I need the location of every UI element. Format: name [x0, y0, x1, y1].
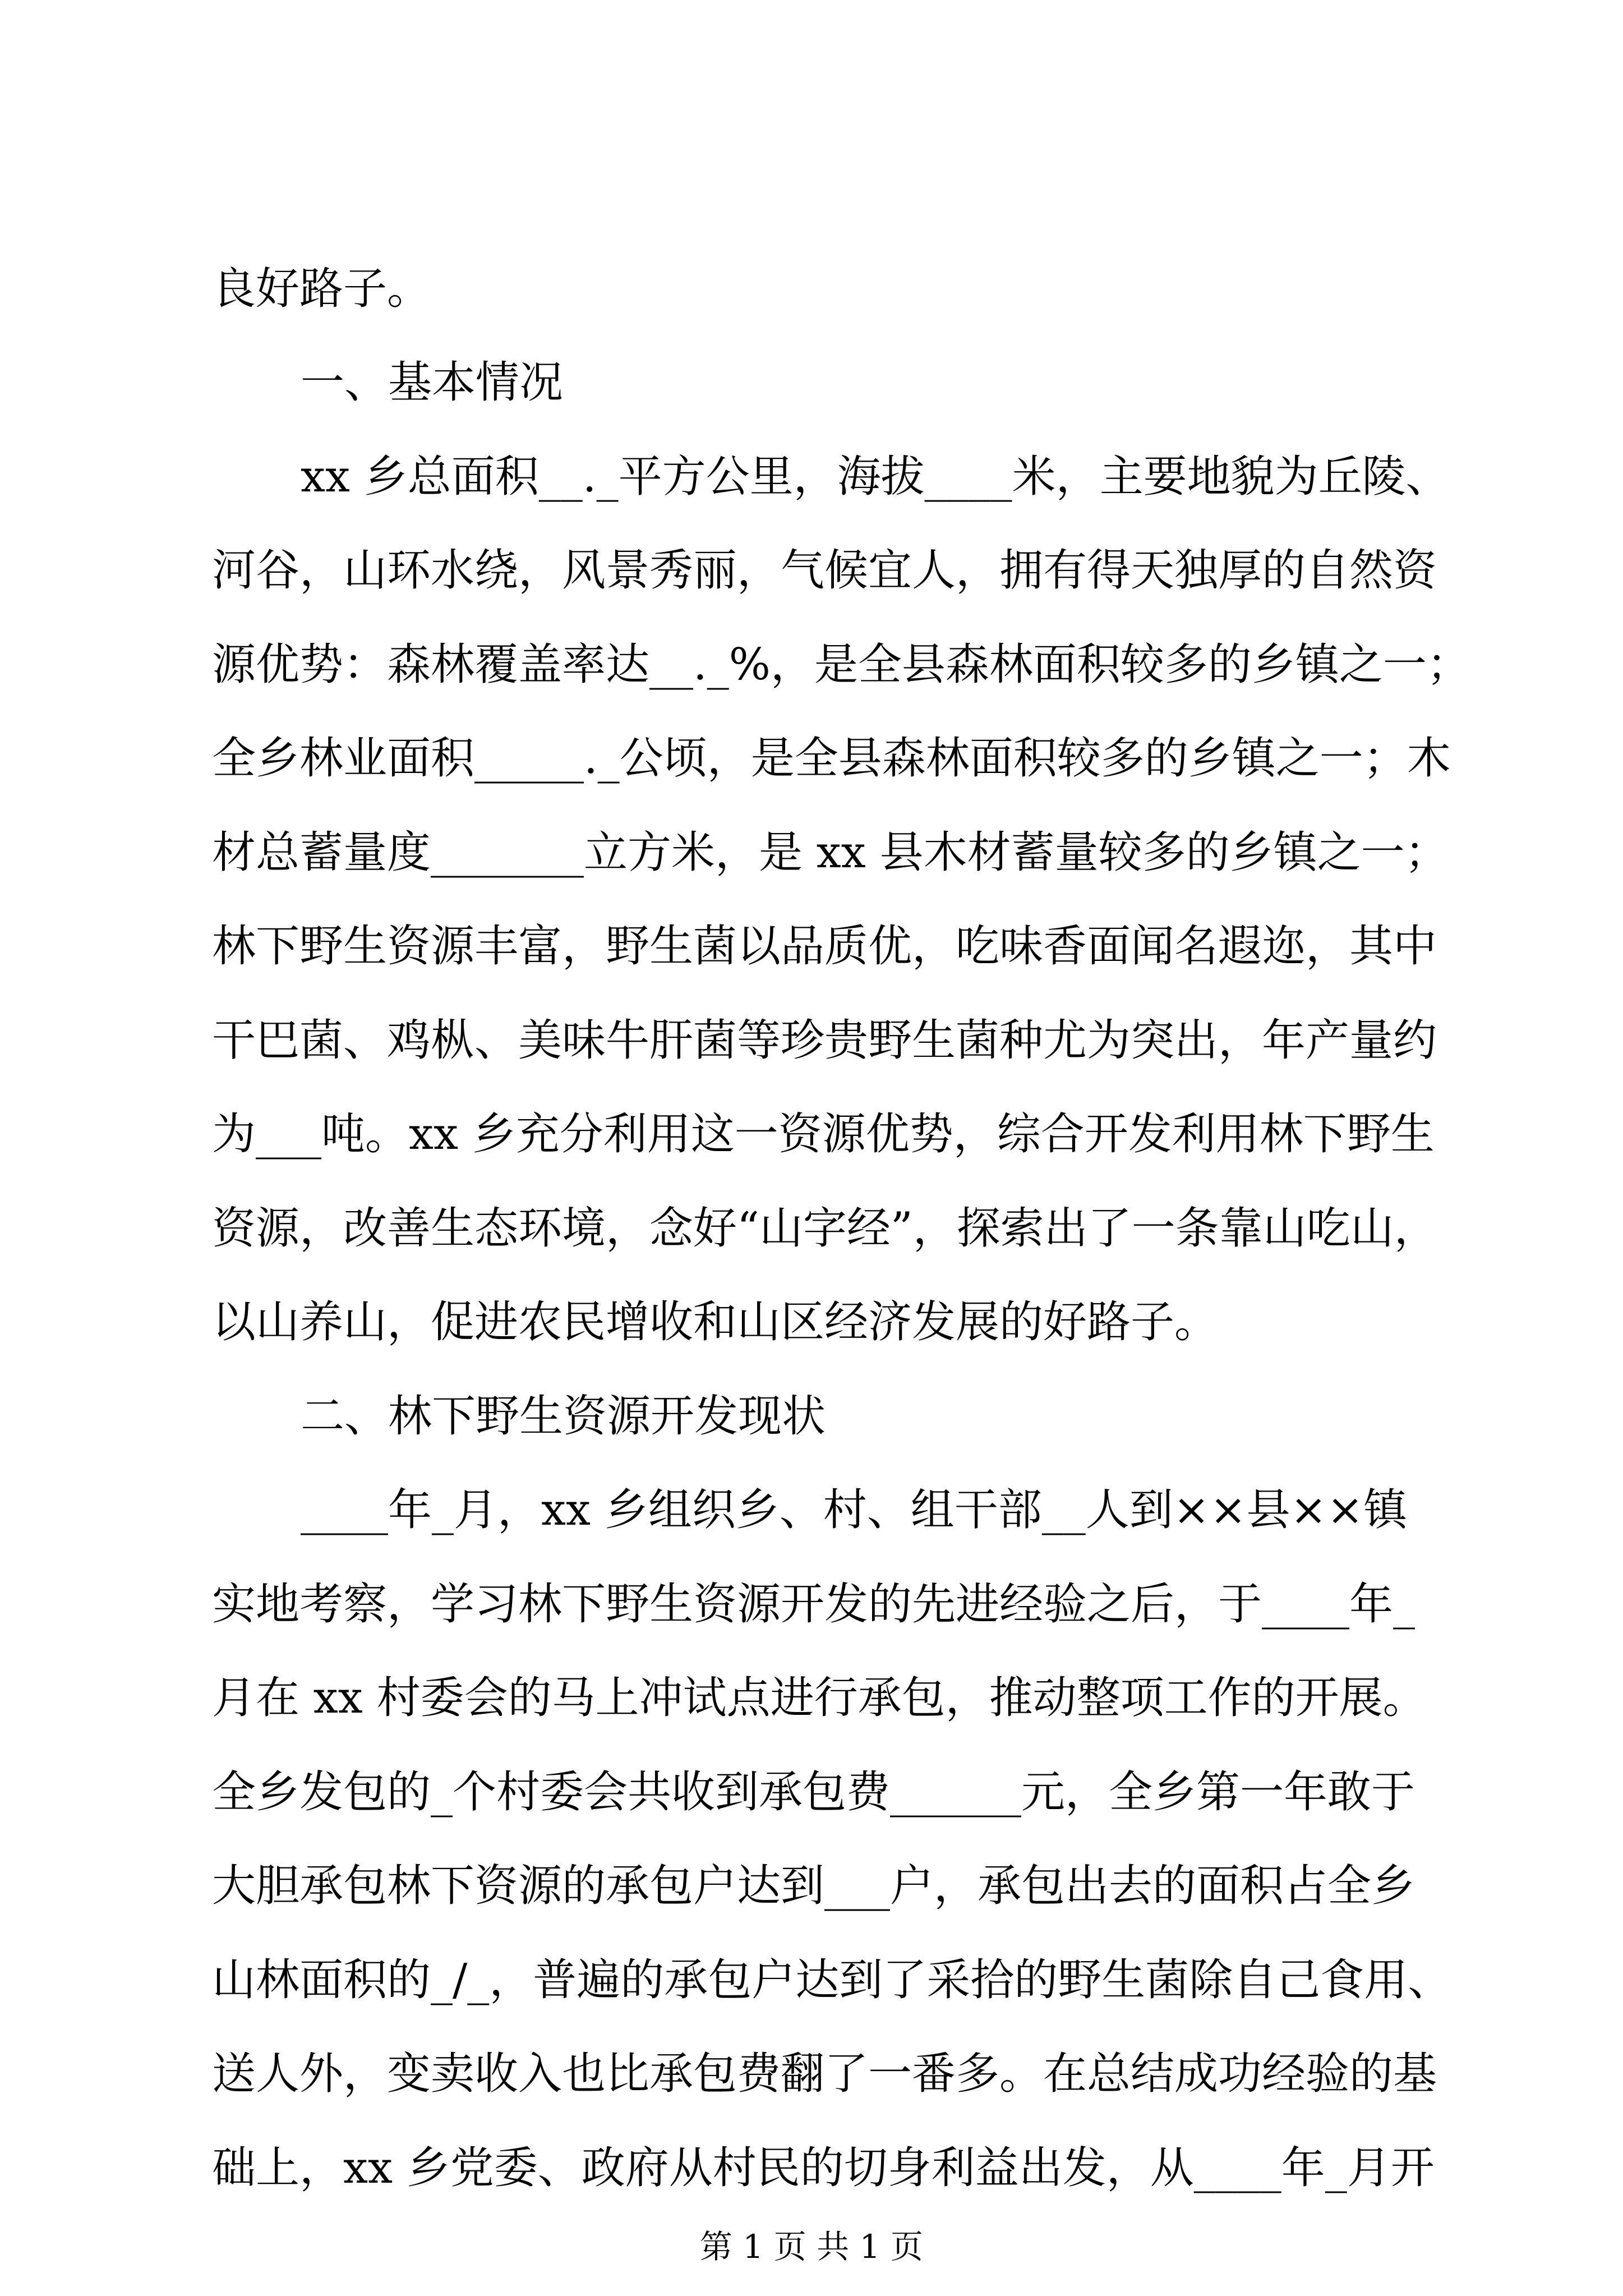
- text-line: xx 乡总面积__._平方公里，海拔____米，主要地貌为丘陵、: [301, 452, 1450, 502]
- text-line: 全乡林业面积_____._公顷，是全县森林面积较多的乡镇之一；木: [212, 733, 1451, 784]
- text-line: 月在 xx 村委会的马上冲试点进行承包，推动整项工作的开展。: [212, 1673, 1427, 1723]
- text-line: 干巴菌、鸡枞、美味牛肝菌等珍贵野生菌种尤为突出，年产量约: [212, 1015, 1437, 1066]
- section-heading: 一、基本情况: [301, 357, 564, 408]
- text-line: 送人外，变卖收入也比承包费翻了一番多。在总结成功经验的基: [212, 2049, 1437, 2099]
- section-heading: 二、林下野生资源开发现状: [301, 1391, 826, 1442]
- text-line: 材总蓄量度_______立方米，是 xx 县木材蓄量较多的乡镇之一；: [212, 827, 1449, 878]
- text-line: 山林面积的_/_，普遍的承包户达到了采拾的野生菌除自己食用、: [212, 1955, 1452, 2005]
- text-line: 林下野生资源丰富，野生菌以品质优，吃味香面闻名遐迩，其中: [212, 921, 1437, 972]
- text-line: 为___吨。xx 乡充分利用这一资源优势，综合开发利用林下野生: [212, 1109, 1435, 1159]
- text-line: 以山养山，促进农民增收和山区经济发展的好路子。: [212, 1297, 1219, 1347]
- text-line: ____年_月，xx 乡组织乡、村、组干部__人到××县××镇: [301, 1485, 1408, 1535]
- text-line: 资源，改善生态环境，念好“山字经”，探索出了一条靠山吃山，: [212, 1203, 1438, 1254]
- text-line: 大胆承包林下资源的承包户达到___户，承包出去的面积占全乡: [212, 1861, 1415, 1911]
- text-line: 河谷，山环水绕，风景秀丽，气候宜人，拥有得天独厚的自然资: [212, 545, 1437, 596]
- page-number: 第 1 页 共 1 页: [700, 2228, 923, 2266]
- text-line: 源优势：森林覆盖率达__._%，是全县森林面积较多的乡镇之一；: [212, 639, 1470, 690]
- text-line: 实地考察，学习林下野生资源开发的先进经验之后，于____年_: [212, 1579, 1415, 1630]
- text-line: 全乡发包的_个村委会共收到承包费______元，全乡第一年敢于: [212, 1767, 1415, 1818]
- text-line: 良好路子。: [212, 264, 431, 314]
- text-line: 础上，xx 乡党委、政府从村民的切身利益出发，从____年_月开: [212, 2143, 1435, 2193]
